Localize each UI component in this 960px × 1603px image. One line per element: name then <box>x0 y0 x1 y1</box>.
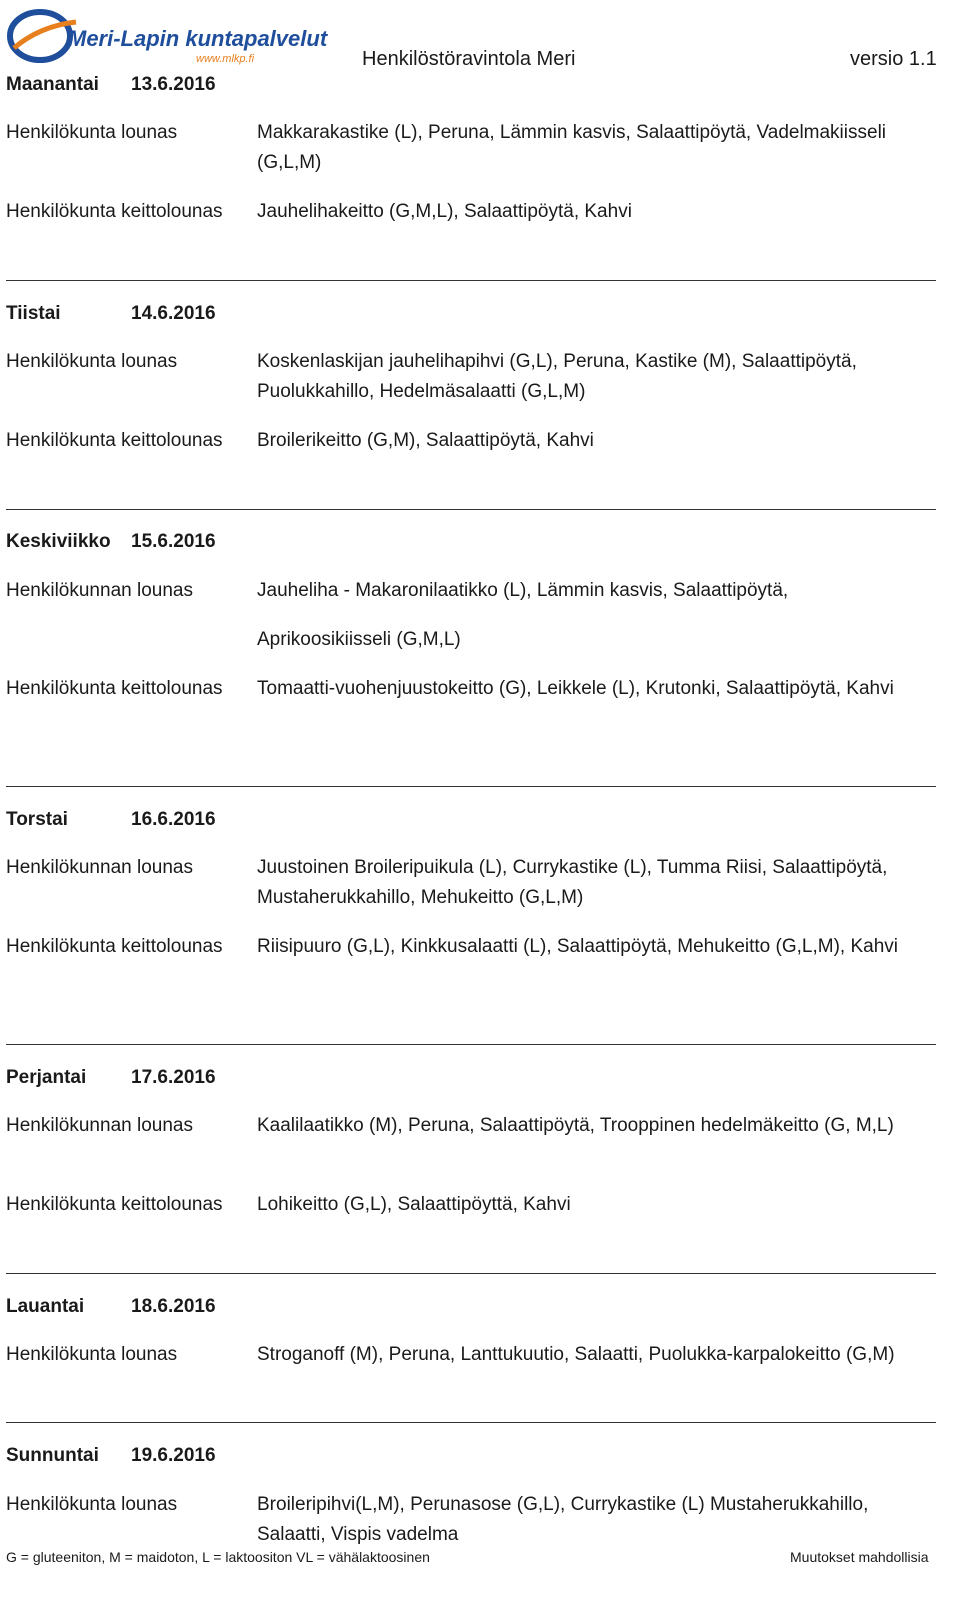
meal-text: Tomaatti-vuohenjuustokeitto (G), Leikkele (L), Krutonki, Salaattipöytä, Kahvi <box>257 678 894 699</box>
divider <box>6 1422 936 1423</box>
day-date: 15.6.2016 <box>131 531 216 552</box>
meal-label: Henkilökunta lounas <box>6 1344 178 1365</box>
logo-url: www.mlkp.fi <box>196 53 255 65</box>
day-date: 18.6.2016 <box>131 1296 216 1317</box>
day-name: Tiistai <box>6 303 61 324</box>
meal-label: Henkilökunta keittolounas <box>6 1194 223 1215</box>
logo-swoosh-blue <box>10 12 70 60</box>
day-date: 16.6.2016 <box>131 809 216 830</box>
meal-text: Koskenlaskijan jauhelihapihvi (G,L), Peruna, Kastike (M), Salaattipöytä, Puolukkahillo, Hedelmäsalaatti (G,L,M) <box>257 351 857 402</box>
day-name: Maanantai <box>6 74 99 95</box>
meal-text: Makkarakastike (L), Peruna, Lämmin kasvis, Salaattipöytä, Vadelmakiisseli (G,L,M) <box>257 122 887 173</box>
meal-label: Henkilökunnan lounas <box>6 857 193 878</box>
meal-text: Kaalilaatikko (M), Peruna, Salaattipöytä, Trooppinen hedelmäkeitto (G, M,L) <box>257 1115 894 1136</box>
meal-label: Henkilökunta lounas <box>6 122 178 143</box>
meal-label: Henkilökunta keittolounas <box>6 936 223 957</box>
meal-label: Henkilökunta keittolounas <box>6 201 223 222</box>
meal-text: Broilerikeitto (G,M), Salaattipöytä, Kahvi <box>257 430 594 451</box>
day-date: 19.6.2016 <box>131 1445 216 1466</box>
day-name: Sunnuntai <box>6 1445 99 1466</box>
company-logo <box>6 4 328 68</box>
divider <box>6 1273 936 1274</box>
meal-text: Jauhelihakeitto (G,M,L), Salaattipöytä, Kahvi <box>257 201 632 222</box>
day-name: Perjantai <box>6 1067 87 1088</box>
logo-text: Meri-Lapin kuntapalvelut <box>68 26 328 51</box>
divider <box>6 280 936 281</box>
divider <box>6 1044 936 1045</box>
day-name: Lauantai <box>6 1296 85 1317</box>
document-title: Henkilöstöravintola Meri <box>362 48 576 70</box>
meal-text: Riisipuuro (G,L), Kinkkusalaatti (L), Salaattipöytä, Mehukeitto (G,L,M), Kahvi <box>257 936 898 957</box>
meal-text: Lohikeitto (G,L), Salaattipöyttä, Kahvi <box>257 1194 571 1215</box>
meal-text: Broileripihvi(L,M), Perunasose (G,L), Currykastike (L) Mustaherukkahillo, Salaatti, Vispis vadelma <box>257 1494 869 1545</box>
meal-label: Henkilökunnan lounas <box>6 580 193 601</box>
divider <box>6 786 936 787</box>
day-name: Torstai <box>6 809 68 830</box>
changes-note: Muutokset mahdollisia <box>790 1549 929 1565</box>
meal-label: Henkilökunnan lounas <box>6 1115 193 1136</box>
meal-text: Juustoinen Broileripuikula (L), Currykastike (L), Tumma Riisi, Salaattipöytä, Mustaherukkahillo, Mehukeitto (G,L,M) <box>257 857 888 908</box>
meal-label: Henkilökunta lounas <box>6 1494 178 1515</box>
day-date: 14.6.2016 <box>131 303 216 324</box>
meal-label: Henkilökunta keittolounas <box>6 678 223 699</box>
document-version: versio 1.1 <box>850 48 937 70</box>
meal-text: Jauheliha - Makaronilaatikko (L), Lämmin kasvis, Salaattipöytä, <box>257 580 789 601</box>
meal-label: Henkilökunta keittolounas <box>6 430 223 451</box>
meal-text: Stroganoff (M), Peruna, Lanttukuutio, Salaatti, Puolukka-karpalokeitto (G,M) <box>257 1344 895 1365</box>
meal-text-continued: Aprikoosikiisseli (G,M,L) <box>257 629 461 650</box>
day-name: Keskiviikko <box>6 531 111 552</box>
meal-label: Henkilökunta lounas <box>6 351 178 372</box>
allergen-legend: G = gluteeniton, M = maidoton, L = laktoositon VL = vähälaktoosinen <box>6 1549 430 1565</box>
day-date: 13.6.2016 <box>131 74 216 95</box>
divider <box>6 509 936 510</box>
day-date: 17.6.2016 <box>131 1067 216 1088</box>
